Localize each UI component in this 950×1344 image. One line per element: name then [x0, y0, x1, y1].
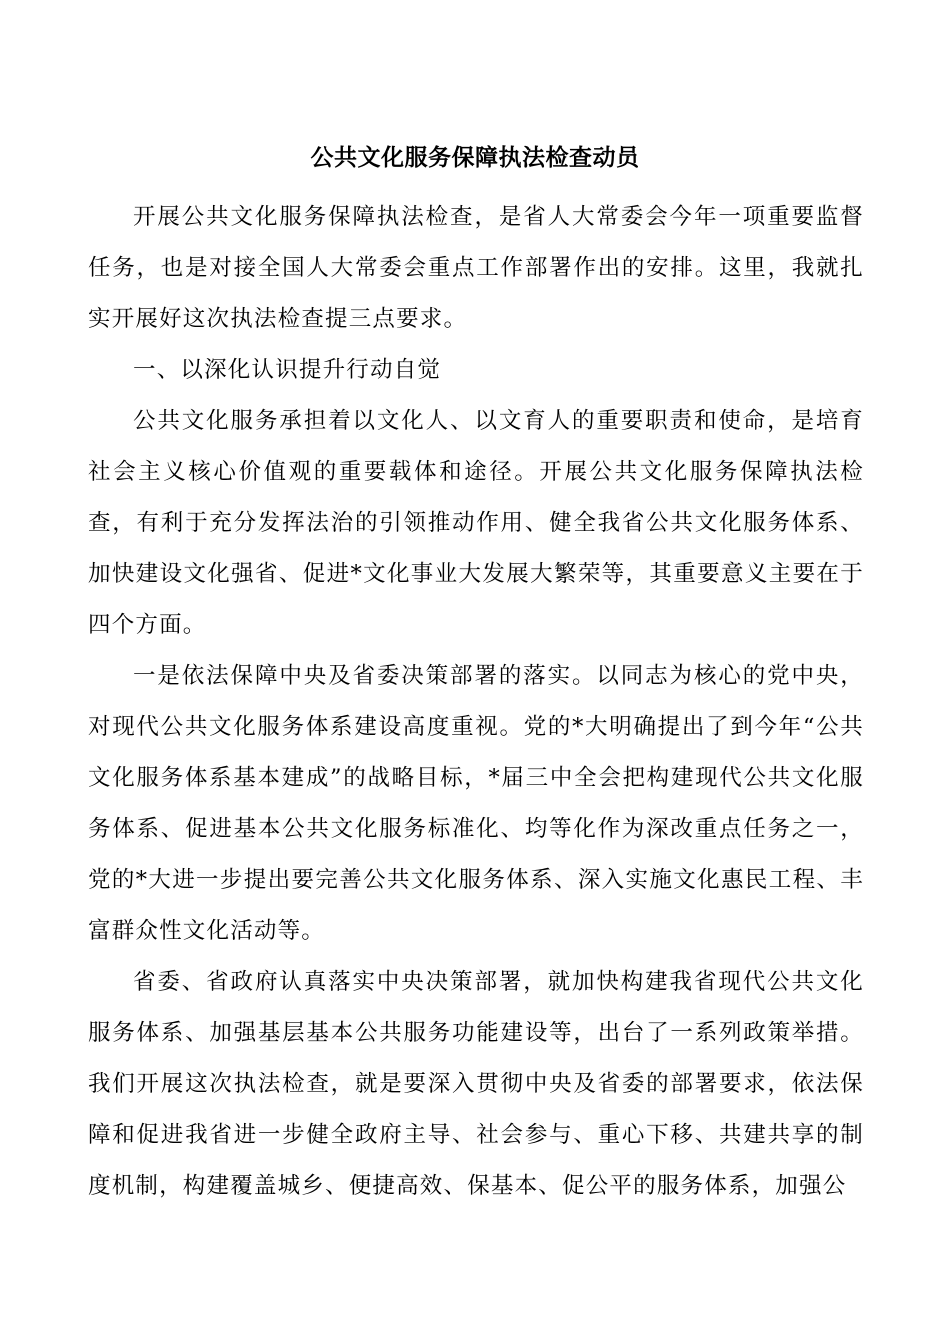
paragraph-point-one: 一是依法保障中央及省委决策部署的落实。以同志为核心的党中央，对现代公共文化服务体系建设高度重视。党的*大明确提出了到今年“公共文化服务体系基本建成”的战略目标，*届三中全会把构建现代公共文化服务体系、促进基本公共文化服务标准化、均等化作为深改重点任务之一，党的*大进一步提出要完善公共文化服务体系、深入实施文化惠民工程、丰富群众性文化活动等。 [88, 663, 864, 944]
section-heading-1: 一、以深化认识提升行动自觉 [133, 357, 442, 383]
paragraph-provincial-measures: 省委、省政府认真落实中央决策部署，就加快构建我省现代公共文化服务体系、加强基层基本公共服务功能建设等，出台了一系列政策举措。我们开展这次执法检查，就是要深入贯彻中央及省委的部署要求，依法保障和促进我省进一步健全政府主导、社会参与、重心下移、共建共享的制度机制，构建覆盖城乡、便捷高效、保基本、促公平的服务体系，加强公 [88, 969, 864, 1199]
document-title: 公共文化服务保障执法检查动员 [310, 145, 640, 171]
document-body [88, 192, 864, 1212]
paragraph-intro: 开展公共文化服务保障执法检查，是省人大常委会今年一项重要监督任务，也是对接全国人大常委会重点工作部署作出的安排。这里，我就扎实开展好这次执法检查提三点要求。 [88, 204, 864, 332]
paragraph-significance: 公共文化服务承担着以文化人、以文育人的重要职责和使命，是培育社会主义核心价值观的重要载体和途径。开展公共文化服务保障执法检查，有利于充分发挥法治的引领推动作用、健全我省公共文化服务体系、加快建设文化强省、促进*文化事业大发展大繁荣等，其重要意义主要在于四个方面。 [88, 408, 864, 638]
